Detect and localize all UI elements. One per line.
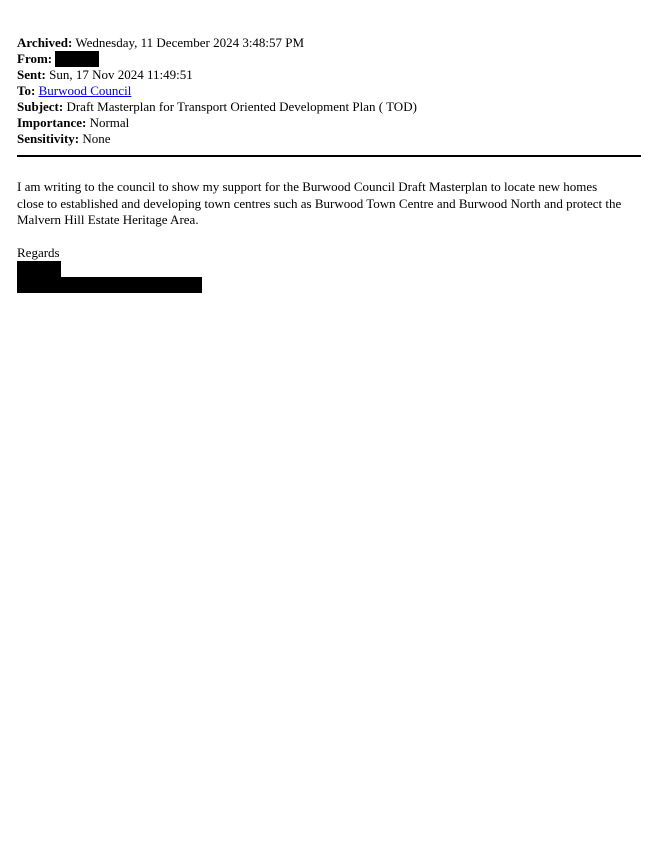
sent-row bbox=[17, 67, 641, 83]
message-body: I am writing to the council to show my support for the Burwood Council Draft Masterplan to locate new homes close to established and developing town centres such as Burwood Town Centre and Burwood North and protect the Malvern Hill Estate Heritage Area. bbox=[17, 179, 622, 227]
sensitivity-row bbox=[17, 131, 641, 147]
header-divider bbox=[17, 155, 641, 157]
sensitivity-label: Sensitivity: bbox=[17, 131, 80, 146]
subject-value: Draft Masterplan for Transport Oriented Development Plan ( TOD) bbox=[66, 99, 417, 114]
to-recipient-link[interactable]: Burwood Council bbox=[38, 83, 132, 98]
signature-name-redaction bbox=[17, 261, 61, 277]
sent-label: Sent: bbox=[17, 67, 46, 82]
to-row bbox=[17, 83, 641, 99]
archived-value: Wednesday, 11 December 2024 3:48:57 PM bbox=[75, 35, 305, 50]
subject-row bbox=[17, 99, 641, 115]
email-printout bbox=[17, 35, 641, 293]
from-redaction bbox=[55, 51, 99, 67]
from-label: From: bbox=[17, 51, 53, 66]
subject-label: Subject: bbox=[17, 99, 64, 114]
to-label: To: bbox=[17, 83, 36, 98]
sent-value: Sun, 17 Nov 2024 11:49:51 bbox=[49, 67, 193, 82]
archived-row bbox=[17, 35, 641, 51]
importance-label: Importance: bbox=[17, 115, 87, 130]
signature-details-redaction bbox=[17, 277, 202, 293]
archived-label: Archived: bbox=[17, 35, 73, 50]
importance-row bbox=[17, 115, 641, 131]
importance-value: Normal bbox=[89, 115, 130, 130]
closing-text: Regards bbox=[17, 244, 60, 260]
sensitivity-value: None bbox=[82, 131, 111, 146]
from-row bbox=[17, 51, 641, 67]
